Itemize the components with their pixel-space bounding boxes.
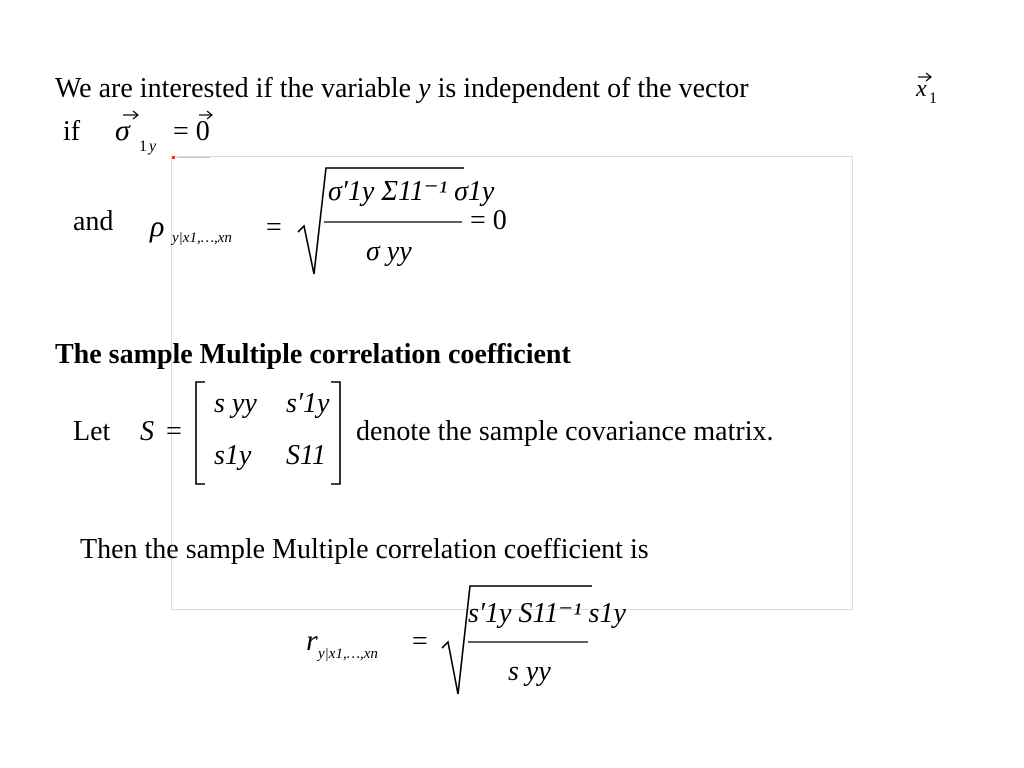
r-symbol-group <box>306 624 446 674</box>
r-denominator: s yy <box>508 656 551 687</box>
matrix-cell-s1y: s1y <box>214 440 252 471</box>
intro-text-before: We are interested if the variable <box>55 73 419 104</box>
rho-denominator: σ yy <box>366 236 412 267</box>
r-equals: = <box>412 626 428 657</box>
matrix-S-symbol: S <box>140 416 154 447</box>
condition-equals-zero: = 0 <box>173 116 210 147</box>
rho-equals: = <box>266 212 282 243</box>
rho-numerator <box>328 174 494 208</box>
r-symbol: r <box>306 624 318 657</box>
intro-text-after: is independent of the vector <box>430 73 749 104</box>
condition-formula <box>115 108 235 158</box>
vector-x-letter: x <box>916 76 927 102</box>
rho-subscript: y|x1,…,xn <box>172 230 232 246</box>
rho-numerator-text: σ′1y Σ11⁻¹ σ1y <box>328 176 495 207</box>
sigma-symbol: σ <box>115 114 130 147</box>
matrix-equals: = <box>166 416 182 447</box>
sigma-sub-num: 1 <box>139 138 147 155</box>
vector-x-subscript: 1 <box>929 90 937 107</box>
intro-var-y: y <box>418 73 431 104</box>
intro-sentence <box>55 75 749 103</box>
matrix-cell-s1y-prime: s′1y <box>286 388 330 419</box>
rho-symbol: ρ <box>150 210 165 243</box>
vector-arrow-icon <box>195 108 217 122</box>
sigma-sub-var: y <box>149 138 157 155</box>
vector-x1 <box>914 70 940 110</box>
then-statement: Then the sample Multiple correlation coefficient is <box>80 534 649 565</box>
and-word: and <box>73 206 114 237</box>
condition-word: if <box>63 116 81 147</box>
matrix-cell-S11: S11 <box>286 440 326 471</box>
rho-symbol-group <box>150 210 280 260</box>
r-subscript: y|x1,…,xn <box>318 646 378 662</box>
matrix-cell-syy: s yy <box>214 388 257 419</box>
let-word: Let <box>73 416 111 447</box>
r-numerator: s′1y S11⁻¹ s1y <box>468 598 626 629</box>
matrix-description: denote the sample covariance matrix. <box>356 416 774 447</box>
section-heading: The sample Multiple correlation coefficient <box>55 339 571 370</box>
rho-equals-zero: = 0 <box>470 205 507 236</box>
